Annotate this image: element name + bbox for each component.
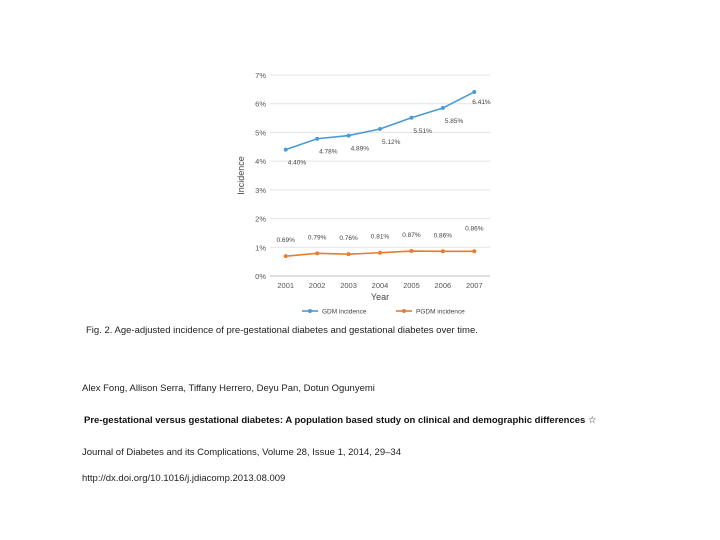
x-tick-label: 2003 xyxy=(340,281,357,290)
data-label: 0.69% xyxy=(276,237,295,245)
data-point xyxy=(347,134,351,138)
legend xyxy=(302,309,465,316)
data-point xyxy=(472,249,476,253)
data-label: 4.40% xyxy=(287,159,307,167)
x-tick-label: 2007 xyxy=(465,281,483,290)
x-tick-label: 2001 xyxy=(277,281,295,290)
data-point xyxy=(441,249,445,253)
legend-entry: PGDM incidence xyxy=(416,308,465,316)
data-point xyxy=(409,116,413,120)
line-chart xyxy=(230,62,520,317)
x-tick-label: 2005 xyxy=(403,281,420,290)
legend-entry: GDM incidence xyxy=(322,308,367,316)
y-tick-labels xyxy=(255,71,266,281)
figure-caption: Fig. 2. Age-adjusted incidence of pre-gestational diabetes and gestational diabetes over time. xyxy=(86,325,478,336)
y-tick-label: 0% xyxy=(255,272,266,281)
data-point xyxy=(315,137,319,141)
data-point xyxy=(441,106,445,110)
x-tick-label: 2004 xyxy=(371,281,389,290)
data-label: 0.86% xyxy=(465,225,484,233)
data-label: 0.76% xyxy=(339,235,358,243)
x-tick-label: 2006 xyxy=(434,281,452,290)
paper-title: Pre-gestational versus gestational diabetes: A population based study on clinical and demographic differences ☆ xyxy=(84,415,597,426)
data-label: 5.12% xyxy=(382,138,401,146)
data-label: 4.78% xyxy=(319,148,338,156)
data-label: 0.86% xyxy=(433,232,453,240)
data-label: 5.85% xyxy=(444,118,464,126)
x-axis-label: Year xyxy=(370,292,390,302)
data-point xyxy=(378,127,382,131)
authors: Alex Fong, Allison Serra, Tiffany Herrero, Deyu Pan, Dotun Ogunyemi xyxy=(82,383,375,394)
legend-swatch-marker xyxy=(402,309,406,313)
gridlines xyxy=(270,75,490,276)
data-labels xyxy=(276,99,490,244)
data-label: 6.41% xyxy=(472,98,491,106)
y-tick-label: 7% xyxy=(255,71,266,80)
data-label: 4.89% xyxy=(350,145,370,153)
data-label: 0.81% xyxy=(370,233,390,241)
legend-swatch-marker xyxy=(308,309,312,313)
journal-citation: Journal of Diabetes and its Complications, Volume 28, Issue 1, 2014, 29–34 xyxy=(82,447,401,458)
data-point xyxy=(472,90,476,94)
data-point xyxy=(378,251,382,255)
data-point xyxy=(315,251,319,255)
y-tick-label: 3% xyxy=(255,185,266,195)
y-tick-label: 5% xyxy=(255,128,266,138)
y-tick-label: 4% xyxy=(255,157,266,167)
y-tick-label: 2% xyxy=(255,214,266,224)
data-point xyxy=(284,148,288,152)
y-tick-label: 6% xyxy=(255,99,266,109)
data-label: 0.79% xyxy=(307,234,327,242)
y-tick-label: 1% xyxy=(255,243,266,253)
data-label: 0.87% xyxy=(402,232,421,240)
x-tick-label: 2002 xyxy=(308,281,326,290)
data-point xyxy=(409,249,413,253)
data-point xyxy=(347,252,351,256)
doi-link[interactable]: http://dx.doi.org/10.1016/j.jdiacomp.2013.08.009 xyxy=(82,473,286,484)
x-tick-labels xyxy=(277,281,482,290)
data-label: 5.51% xyxy=(413,127,432,135)
data-point xyxy=(284,254,288,258)
y-axis-label: Incidence xyxy=(236,156,246,195)
